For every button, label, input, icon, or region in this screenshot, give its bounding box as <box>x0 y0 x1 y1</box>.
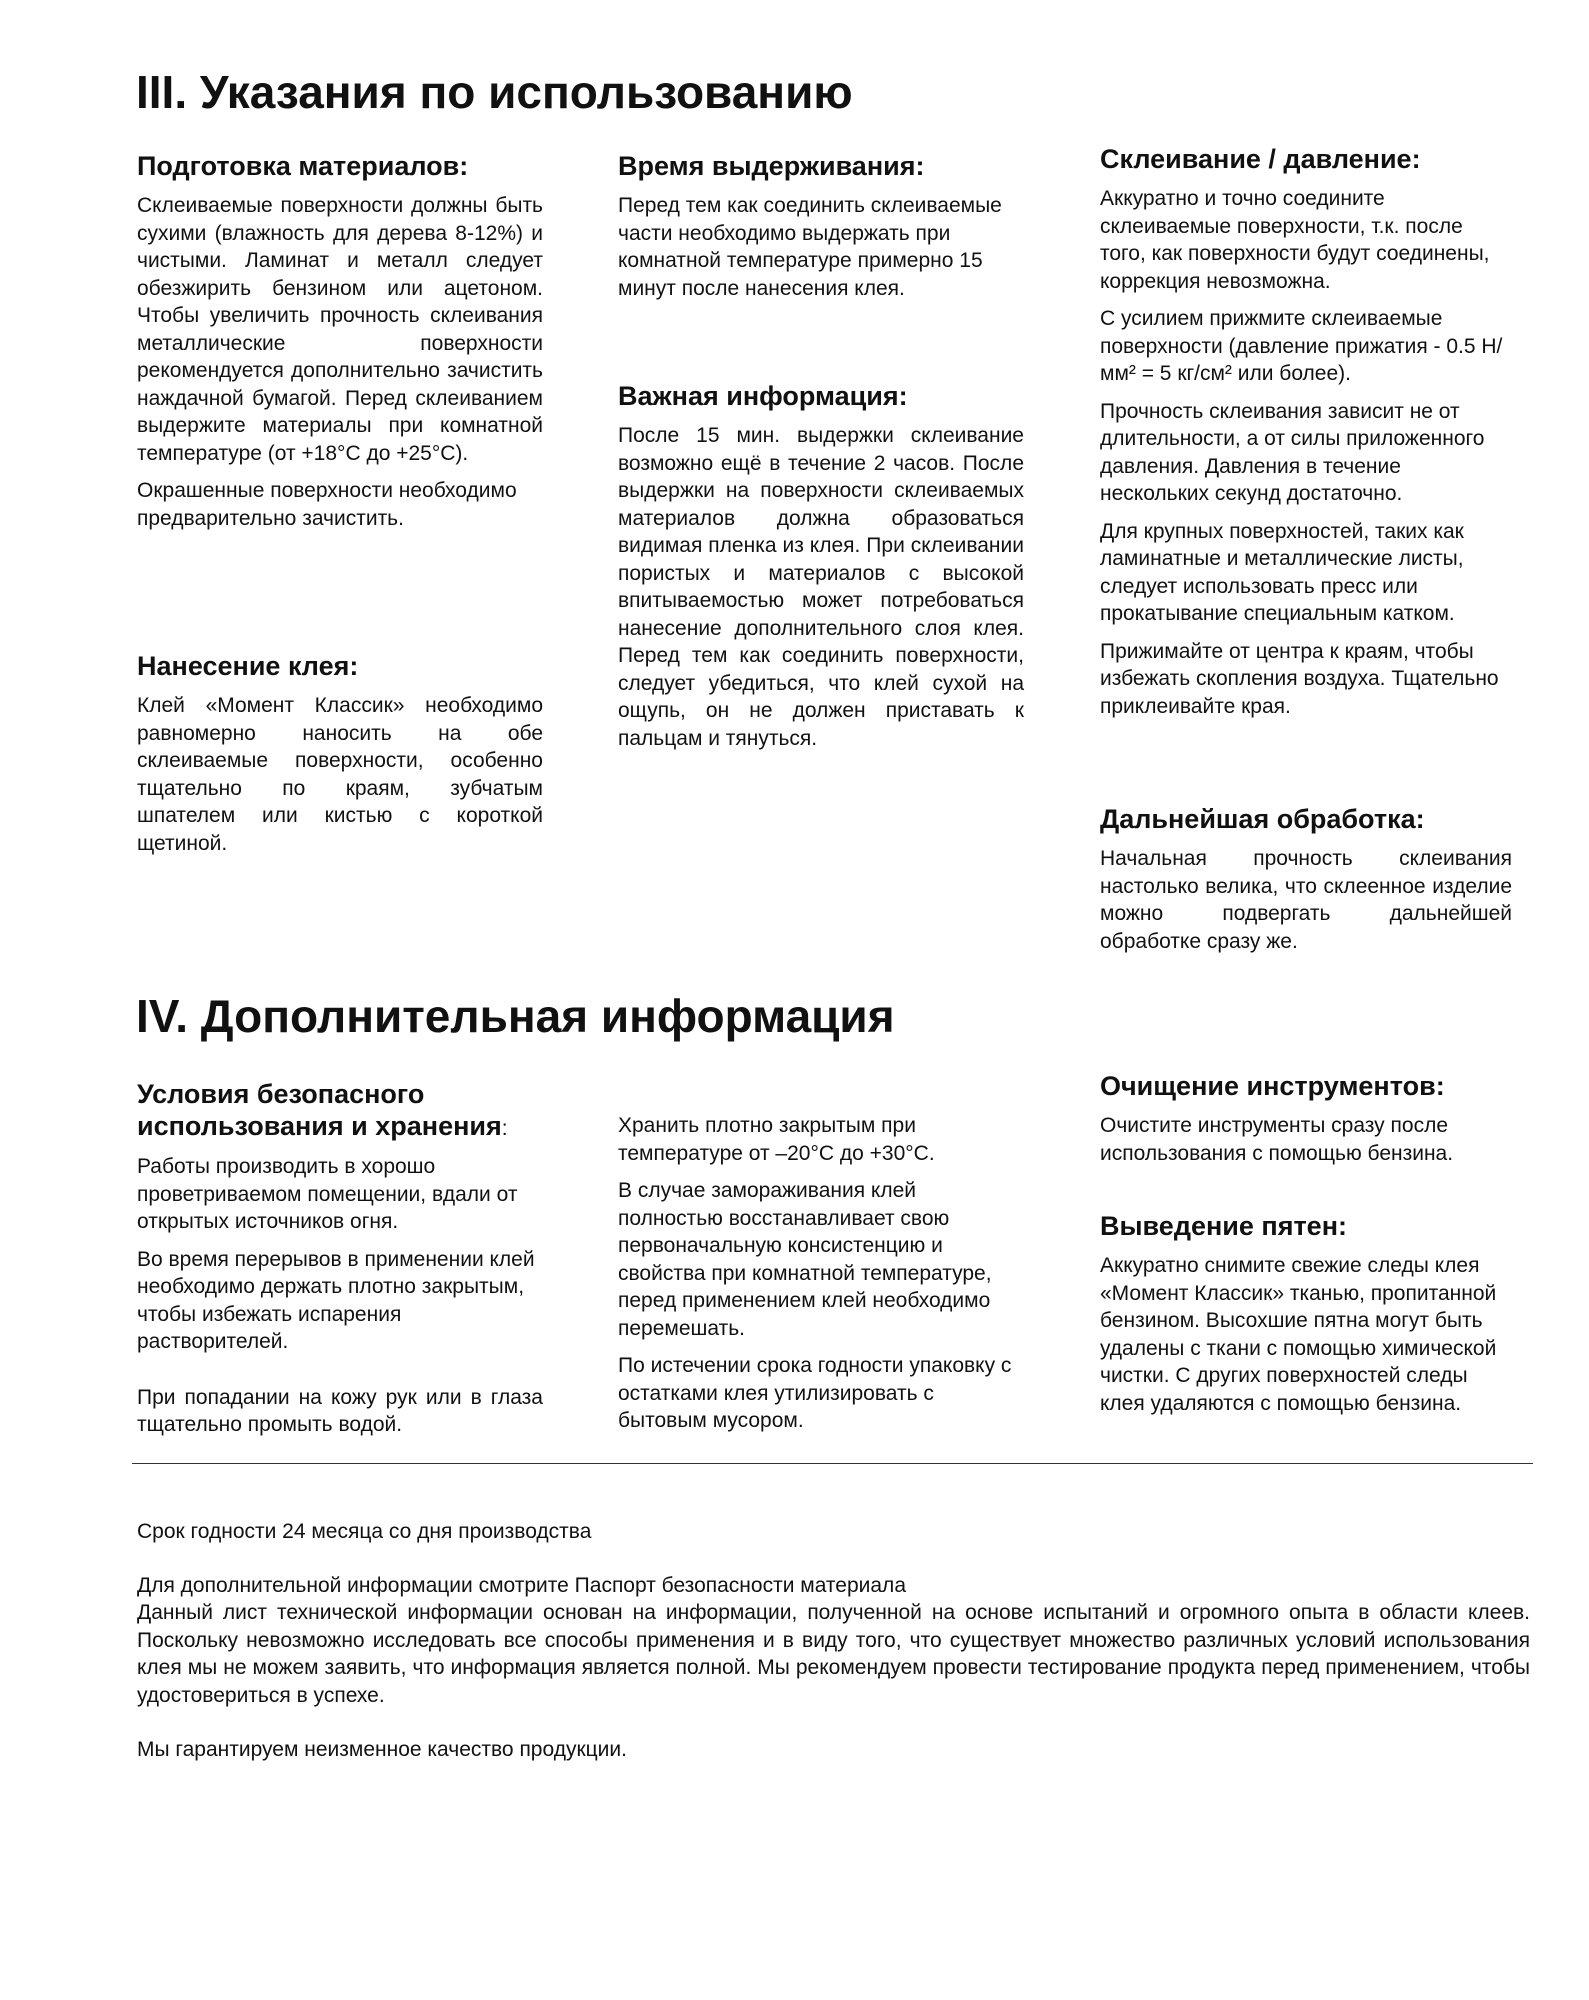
prep-paragraph-2: Окрашенные поверхности необходимо предварительно зачистить. <box>137 479 517 530</box>
section-3-column-3b <box>1100 803 1512 965</box>
important-heading: Важная информация: <box>618 381 908 411</box>
prep-paragraph-1: Склеиваемые поверхности должны быть сухими (влажность для дерева 8-12%) и чистыми. Ламинат и металл следует обезжирить бензином или ацетоном. Чтобы увеличить прочность склеивания металлические поверхности рекомендуется дополнительно зачистить наждачной бумагой. Перед склеиванием выдержите материалы при комнатной температуре (от +18°C до +25°C). <box>137 194 543 465</box>
stains-paragraph-1: Аккуратно снимите свежие следы клея «Момент Классик» тканью, пропитанной бензином. Высохшие пятна могут быть удалены с ткани с помощью химической чистки. С других поверхностей следы клея удаляются с помощью бензина. <box>1100 1254 1497 1415</box>
storage-paragraph-2: В случае замораживания клей полностью восстанавливает свою первоначальную консистенцию и свойства при комнатной температуре, перед применением клей необходимо перемешать. <box>618 1179 992 1340</box>
section-4-title: IV. Дополнительная информация <box>136 990 895 1042</box>
section-4-column-1 <box>137 1078 543 1449</box>
further-paragraph-1: Начальная прочность склеивания настолько велика, что склеенное изделие можно подвергать дальнейшей обработке сразу же. <box>1100 847 1512 953</box>
section-3-column-1 <box>137 150 543 542</box>
press-paragraph-2: С усилием прижмите склеиваемые поверхности (давление прижатия - 0.5 Н/мм² = 5 кг/см² или более). <box>1100 307 1503 385</box>
press-heading: Склеивание / давление: <box>1100 144 1421 174</box>
safety-paragraph-2: Во время перерывов в применении клей необходимо держать плотно закрытым, чтобы избежать испарения растворителей. <box>137 1247 535 1353</box>
section-3-column-3 <box>1100 143 1512 730</box>
important-paragraph-1: После 15 мин. выдержки склеивание возможно ещё в течение 2 часов. После выдержки на поверхности склеиваемых материалов должна образоваться видимая пленка из клея. При склеивании пористых и материалов с высокой впитываемостью может потребоваться нанесение дополнительного слоя клея. Перед тем как соединить поверхности, следует убедиться, что клей сухой на ощупь, он не должен приставать к пальцам и тянуться. <box>618 424 1024 750</box>
cleaning-heading: Очищение инструментов: <box>1100 1071 1445 1101</box>
safety-paragraph-3: При попадании на кожу рук или в глаза тщательно промыть водой. <box>137 1385 543 1436</box>
section-3-title: III. Указания по использованию <box>136 66 853 118</box>
storage-paragraph-1: Хранить плотно закрытым при температуре от –20°C до +30°C. <box>618 1114 935 1165</box>
hold-paragraph-1: Перед тем как соединить склеиваемые части необходимо выдержать при комнатной температуре примерно 15 минут после нанесения клея. <box>618 194 1002 300</box>
press-paragraph-3: Прочность склеивания зависит не от длительности, а от силы приложенного давления. Давления в течение нескольких секунд достаточно. <box>1100 399 1485 505</box>
disclaimer-text: Данный лист технической информации основан на информации, полученной на основе испытаний и огромного опыта в области клеев. Поскольку невозможно исследовать все способы применения и в виду того, что существует множество различных условий использования клея мы не можем заявить, что информация является полной. Мы рекомендуем провести тестирование продукта перед применением, чтобы удостовериться в успехе. <box>137 1601 1530 1707</box>
safety-heading-line-2: использования и хранения <box>137 1111 502 1141</box>
safety-heading <box>137 1078 543 1145</box>
footer <box>137 1518 1530 1764</box>
guarantee-text: Мы гарантируем неизменное качество продукции. <box>137 1738 627 1761</box>
apply-paragraph-1: Клей «Момент Классик» необходимо равномерно наносить на обе склеиваемые поверхности, особенно тщательно по краям, зубчатым шпателем или кистью с короткой щетиной. <box>137 694 543 855</box>
section-4-column-2 <box>618 1112 1024 1445</box>
section-3-column-1b <box>137 650 543 867</box>
footer-divider <box>132 1463 1533 1464</box>
apply-heading: Нанесение клея: <box>137 651 359 681</box>
section-4-column-3b <box>1100 1210 1512 1427</box>
storage-paragraph-3: По истечении срока годности упаковку с остатками клея утилизировать с бытовым мусором. <box>618 1354 1012 1432</box>
safety-heading-colon: : <box>501 1117 508 1140</box>
press-paragraph-1: Аккуратно и точно соедините склеиваемые поверхности, т.к. после того, как поверхности будут соединены, коррекция невозможна. <box>1100 187 1490 293</box>
safety-heading-line-1: Условия безопасного <box>137 1079 425 1109</box>
prep-heading: Подготовка материалов: <box>137 151 469 181</box>
section-3-column-2b <box>618 380 1024 762</box>
safety-paragraph-1: Работы производить в хорошо проветриваемом помещении, вдали от открытых источников огня. <box>137 1155 518 1233</box>
further-heading: Дальнейшая обработка: <box>1100 804 1425 834</box>
stains-heading: Выведение пятен: <box>1100 1211 1347 1241</box>
section-4-column-3 <box>1100 1070 1512 1177</box>
more-info-text: Для дополнительной информации смотрите Паспорт безопасности материала <box>137 1573 906 1597</box>
hold-heading: Время выдерживания: <box>618 151 925 181</box>
press-paragraph-4: Для крупных поверхностей, таких как ламинатные и металлические листы, следует использовать пресс или прокатывание специальным катком. <box>1100 519 1464 625</box>
section-3-column-2 <box>618 150 1024 312</box>
shelf-life-text: Срок годности 24 месяца со дня производства <box>137 1520 592 1543</box>
cleaning-paragraph-1: Очистите инструменты сразу после использования с помощью бензина. <box>1100 1114 1454 1165</box>
press-paragraph-5: Прижимайте от центра к краям, чтобы избежать скопления воздуха. Тщательно приклеивайте края. <box>1100 639 1499 718</box>
